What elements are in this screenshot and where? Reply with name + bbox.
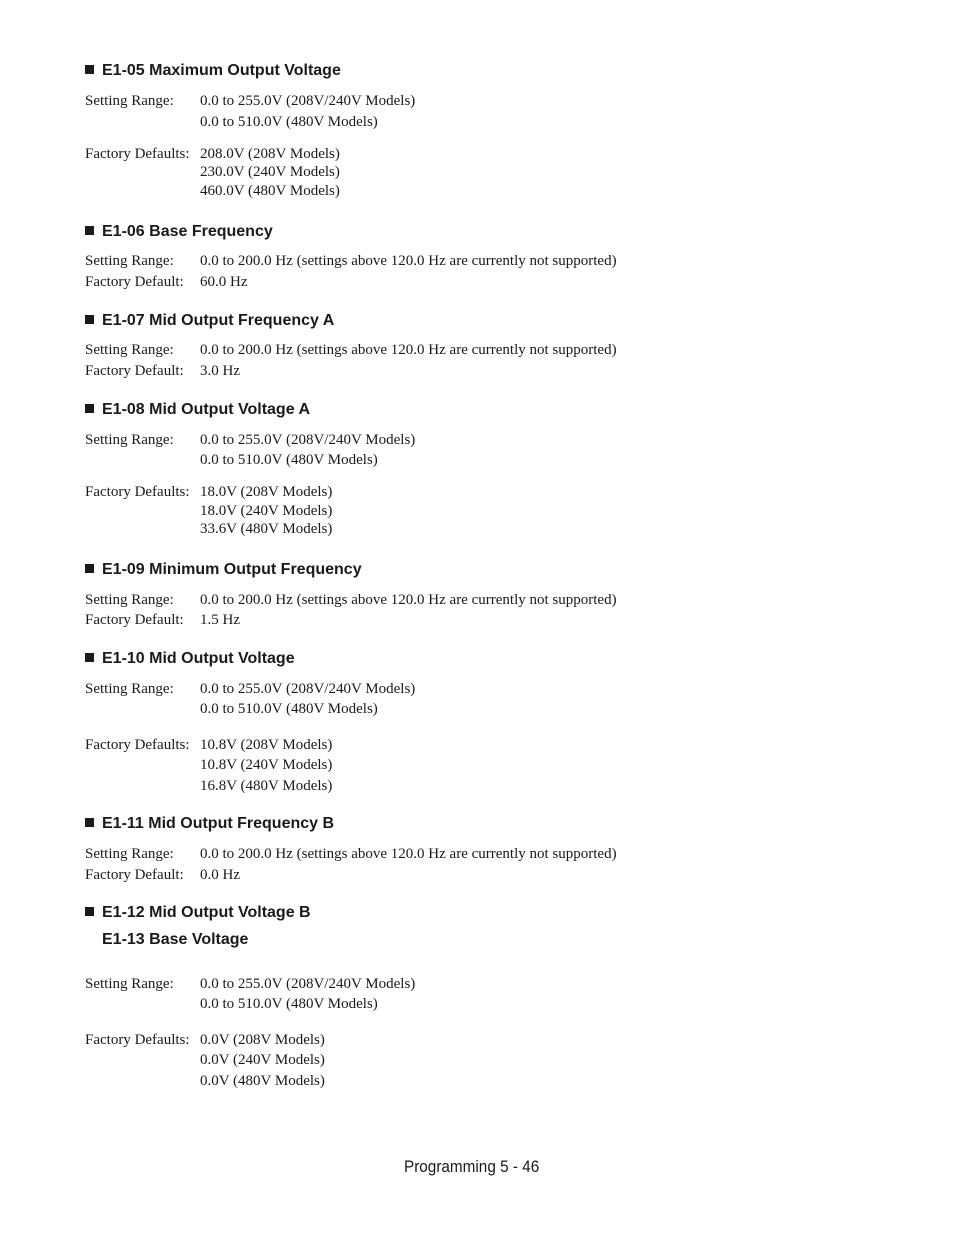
param-value: 0.0 to 200.0 Hz (settings above 120.0 Hz are currently not supported) [200, 253, 617, 269]
square-bullet-icon [85, 653, 94, 662]
square-bullet-icon [85, 564, 94, 573]
param-label: Factory Defaults: [85, 146, 190, 162]
page-footer: Programming 5 - 46 [404, 1157, 540, 1176]
param-value: 0.0 to 255.0V (208V/240V Models) [200, 976, 416, 992]
param-value: 0.0 to 200.0 Hz (settings above 120.0 Hz are currently not supported) [200, 342, 617, 358]
param-label: Setting Range: [85, 592, 174, 608]
param-label: Factory Default: [85, 274, 184, 290]
param-value: 0.0 to 255.0V (208V/240V Models) [200, 432, 416, 448]
param-value: 0.0V (240V Models) [200, 1052, 325, 1068]
param-value: 0.0 to 200.0 Hz (settings above 120.0 Hz are currently not supported) [200, 592, 617, 608]
param-value: 0.0 to 255.0V (208V/240V Models) [200, 681, 416, 697]
param-value: 0.0 to 200.0 Hz (settings above 120.0 Hz are currently not supported) [200, 846, 617, 862]
section-heading-e1-05 [85, 62, 341, 80]
param-label: Setting Range: [85, 253, 174, 269]
heading-text: E1-05 Maximum Output Voltage [102, 62, 341, 79]
param-value: 1.5 Hz [200, 612, 240, 628]
param-value: 230.0V (240V Models) [200, 164, 340, 180]
param-value: 0.0 Hz [200, 867, 240, 883]
heading-text: E1-11 Mid Output Frequency B [102, 815, 335, 832]
section-subheading-e1-13: E1-13 Base Voltage [102, 931, 249, 948]
param-label: Setting Range: [85, 976, 174, 992]
section-heading-e1-08 [85, 401, 310, 419]
section-heading-e1-12 [85, 904, 311, 922]
section-heading-e1-06 [85, 223, 273, 241]
param-value: 18.0V (240V Models) [200, 503, 333, 519]
param-value: 60.0 Hz [200, 274, 248, 290]
param-label: Setting Range: [85, 93, 174, 109]
param-value: 460.0V (480V Models) [200, 183, 340, 199]
param-value: 3.0 Hz [200, 363, 240, 379]
square-bullet-icon [85, 315, 94, 324]
heading-text: E1-10 Mid Output Voltage [102, 650, 295, 667]
param-label: Factory Defaults: [85, 484, 190, 500]
param-value: 208.0V (208V Models) [200, 146, 340, 162]
param-label: Factory Defaults: [85, 737, 190, 753]
param-label: Setting Range: [85, 342, 174, 358]
square-bullet-icon [85, 907, 94, 916]
heading-text: E1-06 Base Frequency [102, 223, 273, 240]
section-heading-e1-10 [85, 650, 295, 668]
param-label: Factory Default: [85, 363, 184, 379]
param-value: 0.0 to 510.0V (480V Models) [200, 701, 378, 717]
square-bullet-icon [85, 226, 94, 235]
param-label: Factory Default: [85, 867, 184, 883]
section-heading-e1-09 [85, 561, 362, 579]
heading-text: E1-08 Mid Output Voltage A [102, 401, 311, 418]
param-value: 16.8V (480V Models) [200, 778, 333, 794]
param-value: 18.0V (208V Models) [200, 484, 333, 500]
param-value: 0.0 to 255.0V (208V/240V Models) [200, 93, 416, 109]
section-heading-e1-11 [85, 815, 334, 833]
param-value: 10.8V (240V Models) [200, 757, 333, 773]
param-value: 0.0 to 510.0V (480V Models) [200, 452, 378, 468]
square-bullet-icon [85, 65, 94, 74]
param-value: 0.0V (208V Models) [200, 1032, 325, 1048]
param-value: 33.6V (480V Models) [200, 521, 333, 537]
param-value: 0.0 to 510.0V (480V Models) [200, 114, 378, 130]
param-value: 10.8V (208V Models) [200, 737, 333, 753]
param-label: Setting Range: [85, 432, 174, 448]
param-label: Setting Range: [85, 681, 174, 697]
heading-text: E1-12 Mid Output Voltage B [102, 904, 311, 921]
param-label: Setting Range: [85, 846, 174, 862]
param-value: 0.0 to 510.0V (480V Models) [200, 996, 378, 1012]
param-label: Factory Defaults: [85, 1032, 190, 1048]
heading-text: E1-09 Minimum Output Frequency [102, 561, 362, 578]
param-value: 0.0V (480V Models) [200, 1073, 325, 1089]
heading-text: E1-07 Mid Output Frequency A [102, 312, 335, 329]
param-label: Factory Default: [85, 612, 184, 628]
square-bullet-icon [85, 818, 94, 827]
section-heading-e1-07 [85, 312, 334, 330]
square-bullet-icon [85, 404, 94, 413]
